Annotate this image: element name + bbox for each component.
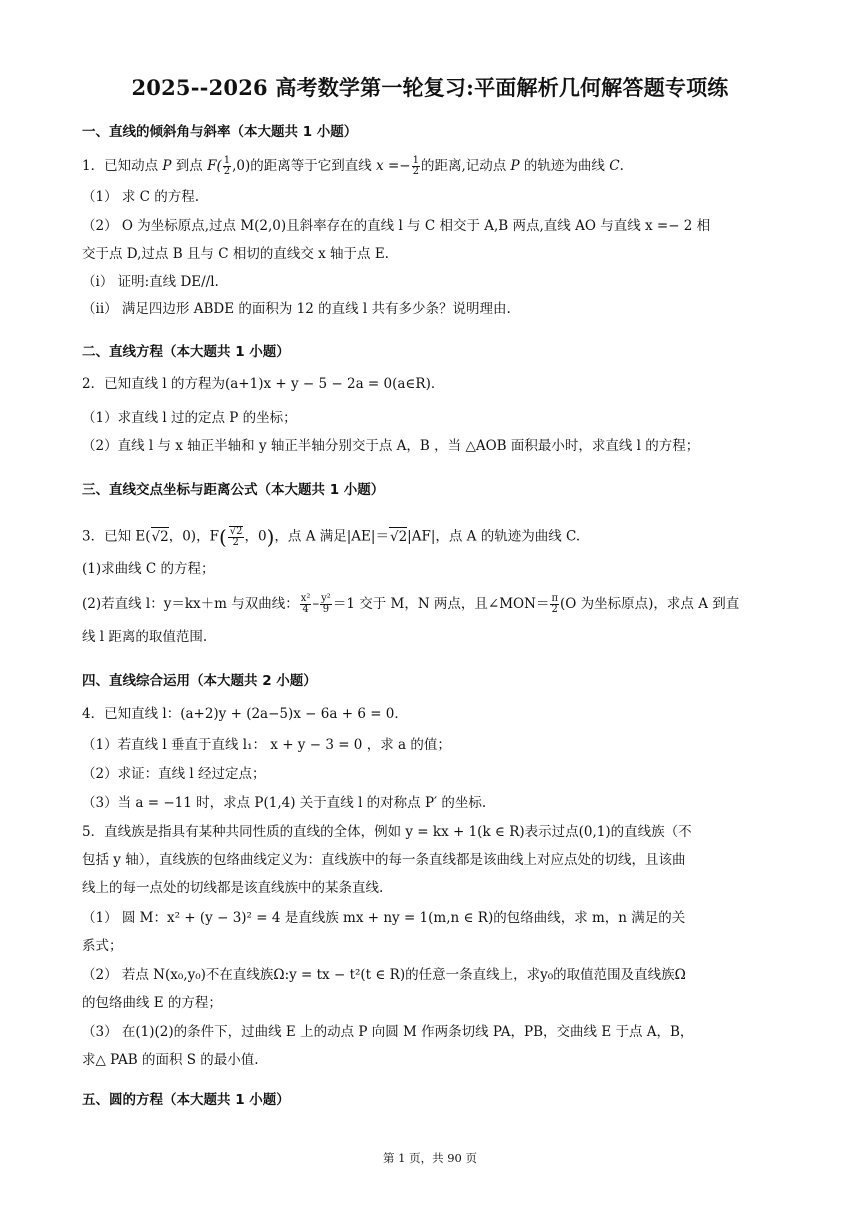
question-4-part-1: （1）若直线 l 垂直于直线 l₁： x + y − 3 = 0 ，求 a 的值；: [82, 737, 451, 753]
page-footer: 第 1 页，共 90 页: [382, 1151, 478, 1165]
question-2-part-1: （1）求直线 l 过的定点 P 的坐标；: [82, 410, 297, 426]
question-1-part-i: （i） 证明:直线 DE//l.: [82, 274, 219, 290]
question-2-stem: 2．已知直线 l 的方程为(a+1)x + y − 5 − 2a = 0(a∈R)．: [82, 376, 445, 392]
question-5-part-2-line-1: （2） 若点 N(x₀,y₀)不在直线族Ω:y = tx − t²(t ∈ R)的任意一条直线上，求y₀的取值范围及直线族Ω: [82, 967, 686, 983]
question-3-stem: 3．已知 E(√2，0)，F( $\frac{√2}{2}$ ，0)，点 A 满足|AE|＝√2|AF|，点 A 的轨迹为曲线 C.: [82, 525, 581, 549]
fraction: $\frac{1}{2}$: [412, 155, 419, 177]
fraction: $\frac{√2}{2}$: [229, 526, 243, 548]
question-3-part-2-line-2: 线 l 距离的取值范围.: [82, 629, 208, 645]
question-4-part-3: （3）当 a = −11 时，求点 P(1,4) 关于直线 l 的对称点 P′ 的坐标.: [82, 795, 487, 811]
question-5-line-2: 包括 y 轴），直线族的包络曲线定义为：直线族中的每一条直线都是该曲线上对应点处的切线，且该曲: [82, 852, 686, 868]
page-title: 2025--2026 高考数学第一轮复习:平面解析几何解答题专项练: [131, 75, 729, 100]
question-5-part-1-line-1: （1） 圆 M：x² + (y − 3)² = 4 是直线族 mx + ny = 1(m,n ∈ R)的包络曲线，求 m，n 满足的关: [82, 910, 686, 926]
question-4-stem: 4．已知直线 l：(a+2)y + (2a−5)x − 6a + 6 = 0．: [82, 706, 408, 722]
question-2-part-2: （2）直线 l 与 x 轴正半轴和 y 轴正半轴分别交于点 A，B ，当 △AOB 面积最小时，求直线 l 的方程；: [82, 438, 700, 454]
section-heading-3: 三、直线交点坐标与距离公式（本大题共 1 小题）: [82, 482, 385, 498]
question-1-part-2-line-2: 交于点 D,过点 B 且与 C 相切的直线交 x 轴于点 E.: [82, 246, 389, 262]
question-5-part-1-line-2: 系式；: [82, 938, 123, 954]
question-1-stem: 1．已知动点 P 到点 F( $\frac{1}{2}$ ,0)的距离等于它到直线 x =− $\frac{1}{2}$ 的距离,记动点 P 的轨迹为曲线 C.: [82, 155, 624, 177]
section-heading-1: 一、直线的倾斜角与斜率（本大题共 1 小题）: [82, 124, 358, 140]
fraction: $\frac{\text{x²}}{4}$: [300, 593, 311, 615]
question-1-part-ii: （ii） 满足四边形 ABDE 的面积为 12 的直线 l 共有多少条？说明理由.: [82, 301, 511, 317]
question-5-line-3: 线上的每一点处的切线都是该直线族中的某条直线.: [82, 880, 384, 896]
question-1-part-1: （1） 求 C 的方程.: [82, 189, 200, 205]
question-5-part-3-line-1: （3） 在(1)(2)的条件下，过曲线 E 上的动点 P 向圆 M 作两条切线 PA，PB，交曲线 E 于点 A，B，: [82, 1024, 694, 1040]
question-5-part-3-line-2: 求△ PAB 的面积 S 的最小值.: [82, 1052, 259, 1068]
section-heading-2: 二、直线方程（本大题共 1 小题）: [82, 344, 290, 360]
fraction: $\frac{\text{y²}}{9}$: [321, 593, 331, 615]
question-3-part-2-line-1: (2)若直线 l：y＝kx＋m 与双曲线： $\frac{\text{x²}}{4}$ – $\frac{\text{y²}}{9}$ ＝1 交于 M，N 两点，且∠MON＝ $\frac{\pi}{2}$ (O 为坐标原点)，求点 A 到直: [82, 593, 740, 615]
fraction: $\frac{1}{2}$: [223, 155, 231, 177]
fraction: $\frac{\pi}{2}$: [551, 593, 559, 615]
section-heading-5: 五、圆的方程（本大题共 1 小题）: [82, 1092, 290, 1108]
question-1-part-2-line-1: （2） O 为坐标原点,过点 M(2,0)且斜率存在的直线 l 与 C 相交于 A,B 两点,直线 AO 与直线 x =− 2 相: [82, 218, 711, 234]
question-3-part-1: (1)求曲线 C 的方程；: [82, 561, 215, 577]
question-5-line-1: 5．直线族是指具有某种共同性质的直线的全体，例如 y = kx + 1(k ∈ R)表示过点(0,1)的直线族（不: [82, 824, 692, 840]
question-5-part-2-line-2: 的包络曲线 E 的方程；: [82, 995, 222, 1011]
section-heading-4: 四、直线综合运用（本大题共 2 小题）: [82, 673, 317, 689]
question-4-part-2: （2）求证：直线 l 经过定点；: [82, 766, 266, 782]
